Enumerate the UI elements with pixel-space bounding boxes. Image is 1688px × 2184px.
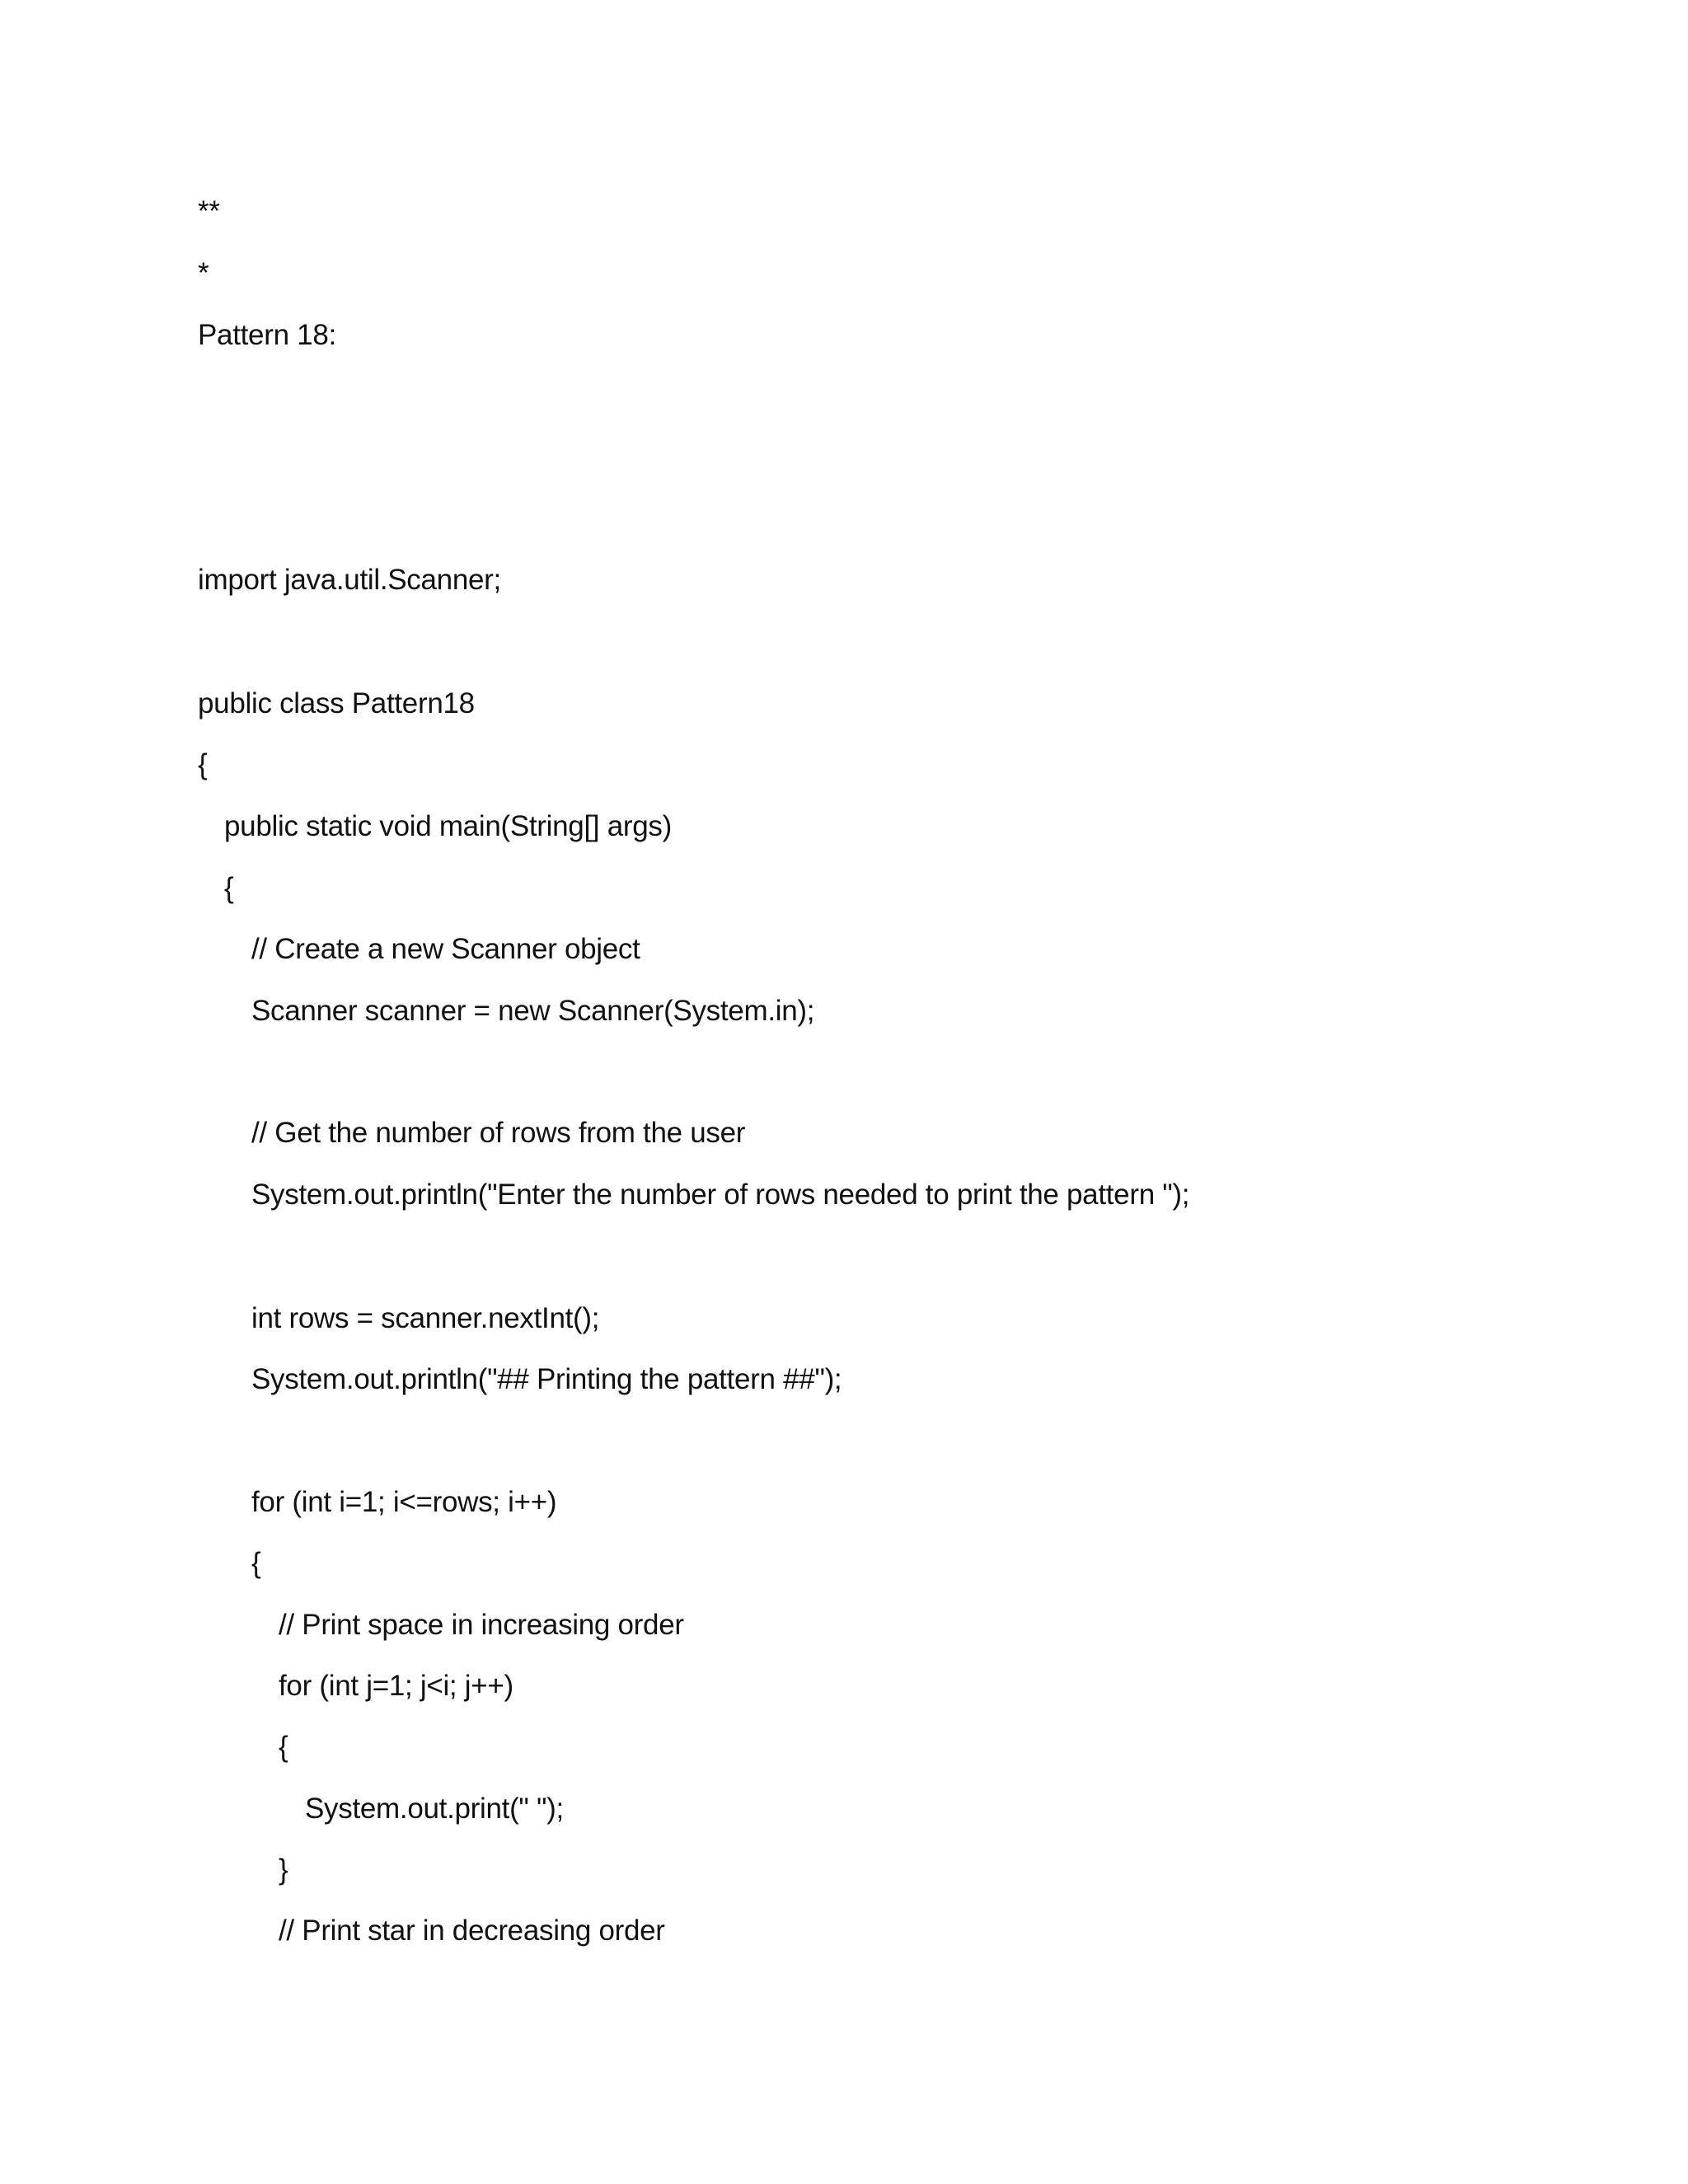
code-line: Scanner scanner = new Scanner(System.in); [251, 995, 815, 1027]
code-line: public class Pattern18 [198, 687, 475, 719]
code-line: { [279, 1731, 288, 1763]
code-line: for (int i=1; i<=rows; i++) [251, 1486, 557, 1518]
code-comment: // Get the number of rows from the user [251, 1117, 746, 1149]
code-line: int rows = scanner.nextInt(); [251, 1302, 600, 1334]
text-line: ** [198, 195, 220, 227]
code-line: System.out.println("## Printing the pattern ##"); [251, 1363, 842, 1395]
text-line: * [198, 257, 209, 289]
code-line: for (int j=1; j<i; j++) [279, 1670, 513, 1702]
section-heading: Pattern 18: [198, 319, 336, 351]
code-line: import java.util.Scanner; [198, 564, 501, 596]
code-line: System.out.println("Enter the number of rows needed to print the pattern "); [251, 1179, 1190, 1211]
code-line: public static void main(String[] args) [224, 810, 672, 842]
code-line: } [279, 1854, 288, 1886]
code-comment: // Print space in increasing order [279, 1609, 684, 1641]
code-line: { [251, 1547, 261, 1579]
code-line: { [198, 748, 208, 780]
code-comment: // Create a new Scanner object [251, 933, 640, 965]
code-comment: // Print star in decreasing order [279, 1915, 665, 1947]
code-line: { [224, 872, 234, 904]
code-line: System.out.print(" "); [305, 1793, 564, 1825]
